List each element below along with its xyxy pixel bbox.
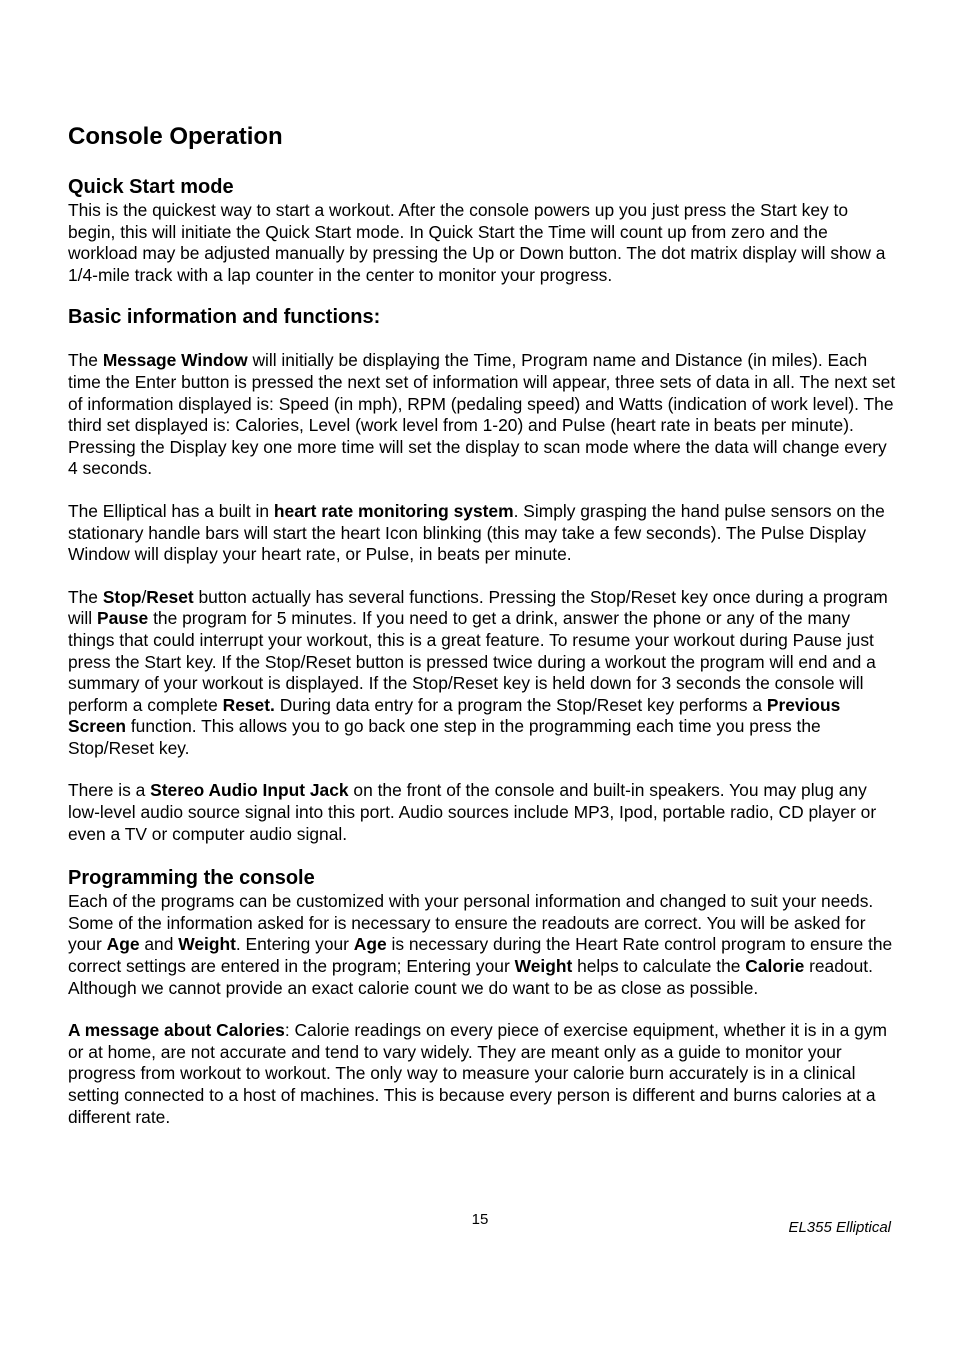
audio-jack-paragraph	[68, 780, 898, 845]
text-run: function. This allows you to go back one step in the programming each time you press the Stop/Reset key.	[68, 716, 821, 758]
calories-message-paragraph	[68, 1020, 898, 1128]
text-run: There is a	[68, 780, 151, 801]
bold-term: heart rate monitoring system	[273, 500, 514, 521]
programming-heading: Programming the console	[68, 867, 315, 890]
bold-term: A message about Calories	[68, 1020, 285, 1041]
bold-term: Age	[353, 934, 387, 955]
basic-info-heading: Basic information and functions:	[68, 306, 381, 329]
text-run: is necessary during the Heart Rate control program to ensure the correct settings are entered in the program; Entering your	[68, 934, 893, 977]
footer-model-name: EL355 Elliptical	[788, 1219, 891, 1236]
bold-term: Weight	[178, 934, 236, 955]
bold-term: Calorie	[745, 956, 805, 977]
bold-term: Message Window	[102, 350, 248, 371]
text-run: the program for 5 minutes. If you need to get a drink, answer the phone or any of the many things that could interrupt your workout, this is a great feature. To resume your workout during Pause just press the Start key. If the Stop/Reset button is pressed twice during a workout the program will end and a summary of your workout is displayed. If the Stop/Reset key is held down for 3 seconds the console will perform a complete	[68, 608, 876, 715]
text-run: : Calorie readings on every piece of exercise equipment, whether it is in a gym or at home, are not accurate and tend to vary widely. They are meant only as a guide to monitor your progress from workout to workout. The only way to measure your calorie burn accurately is in a clinical setting connected to a host of machines. This is because every person is different and burns calories at a different rate.	[68, 1020, 888, 1127]
bold-term: Previous Screen	[68, 694, 841, 737]
page-title: Console Operation	[68, 123, 283, 150]
text-run: button actually has several functions. Pressing the Stop/Reset key once during a program will	[68, 586, 888, 629]
text-run: . Simply grasping the hand pulse sensors on the stationary handle bars will start the heart Icon blinking (this may take a few seconds). The Pulse Display Window will display your heart rate, or Pulse, in beats per minute.	[68, 500, 885, 565]
text-run: and	[139, 934, 179, 955]
bold-term: Stereo Audio Input Jack	[150, 780, 349, 801]
text-run: Each of the programs can be customized with your personal information and changed to suit your needs. Some of the information asked for is necessary to ensure the readouts are correct. You will be asked for your	[68, 891, 874, 955]
text-run: During data entry for a program the Stop/Reset key performs a	[274, 694, 767, 715]
text-run: readout. Although we cannot provide an exact calorie count we do want to be as close as possible.	[68, 956, 873, 998]
text-run: The Elliptical has a built in	[68, 500, 274, 521]
bold-term: Weight	[514, 956, 573, 977]
text-run: will initially be displaying the Time, Program name and Distance (in miles). Each time the Enter button is pressed the next set of information will appear, three sets of data in all. The next set of information displayed is: Speed (in mph), RPM (pedaling speed) and Watts (indication of work level). The third set displayed is: Calories, Level (work level from 1-20) and Pulse (heart rate in beats per minute). Pressing the Display key one more time will set the display to scan mode where the data will change every 4 seconds.	[68, 350, 896, 479]
text-run: /	[141, 586, 147, 607]
text-run: helps to calculate the	[572, 956, 746, 977]
quick-start-paragraph: This is the quickest way to start a workout. After the console powers up you just press the Start key to begin, this will initiate the Quick Start mode. In Quick Start the Time will count up from zero and the workload may be adjusted manually by pressing the Up or Down button. The dot matrix display will show a 1/4-mile track with a lap counter in the center to monitor your progress.	[68, 200, 886, 285]
text-run: on the front of the console and built-in speakers. You may plug any low-level audio source signal into this port. Audio sources include MP3, Ipod, portable radio, CD player or even a TV or computer audio signal.	[68, 780, 877, 844]
message-window-paragraph	[68, 350, 898, 480]
page-number: 15	[471, 1211, 489, 1228]
programming-paragraph	[68, 891, 898, 999]
page-content	[68, 120, 898, 1128]
text-run: The	[68, 350, 103, 371]
bold-term: Reset.	[222, 694, 275, 715]
bold-term: Age	[106, 934, 140, 955]
heart-rate-paragraph	[68, 501, 898, 566]
quick-start-heading: Quick Start mode	[68, 176, 234, 198]
text-run: . Entering your	[235, 934, 354, 955]
stop-reset-paragraph	[68, 587, 898, 760]
bold-term: Reset	[146, 586, 194, 607]
bold-term: Pause	[96, 608, 149, 629]
text-run: The	[68, 586, 103, 607]
bold-term: Stop	[102, 586, 142, 607]
